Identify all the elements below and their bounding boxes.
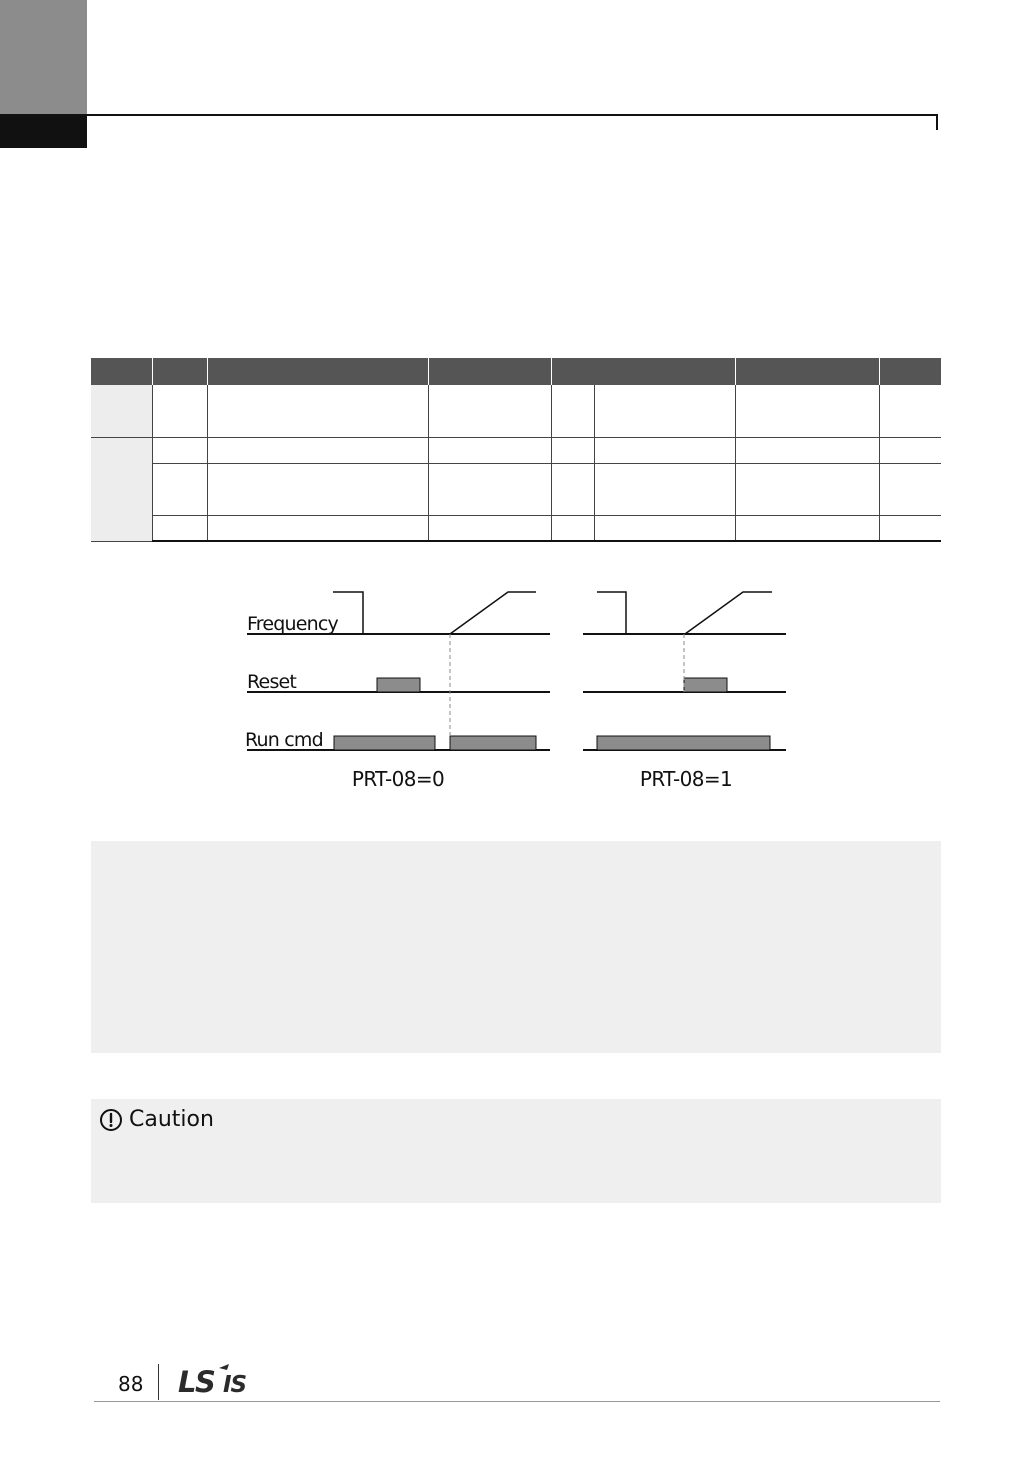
table-cell [879,463,941,515]
table-cell [207,515,428,541]
table-cell [428,515,551,541]
table-cell [594,515,735,541]
table-cell [594,437,735,463]
caution-box [91,1099,941,1203]
run-cmd-pulse-left-1 [334,736,435,750]
table-cell [428,463,551,515]
note-box [91,841,941,1053]
table-cell [735,385,879,437]
table-cell [551,385,594,437]
chapter-tab-marker [0,114,87,148]
header-rule-tick [936,114,938,130]
ls-is-logo [176,1362,262,1396]
table-header-cell [152,358,207,385]
frequency-label: Frequency [247,613,338,635]
header-rule [87,114,938,116]
table-cell [152,385,207,437]
table-cell [551,437,594,463]
caution-title: Caution [129,1107,214,1132]
table-cell [735,515,879,541]
table-group-cell [91,437,152,541]
table-row [91,385,941,437]
table-cell [207,437,428,463]
table-group-cell [91,385,152,437]
table-cell [735,437,879,463]
reset-pulse-left [377,678,420,692]
exclamation-circle-icon [99,1108,123,1132]
chapter-tab [0,0,87,114]
table-cell [428,437,551,463]
caution-heading [99,1107,214,1132]
footer-separator [158,1364,159,1400]
table-header-cell [879,358,941,385]
frequency-trace-ramp-left [450,592,536,634]
footer-rule [94,1401,940,1402]
timing-diagram [230,575,810,805]
table-header-row [91,358,941,385]
svg-text:IS: IS [223,1372,247,1396]
table-cell [879,515,941,541]
table-cell [879,437,941,463]
table-cell [594,463,735,515]
table-header-cell [551,358,735,385]
table-header-cell [428,358,551,385]
parameter-table [91,358,941,542]
table-row [91,437,941,463]
table-row [91,463,941,515]
table-row [91,515,941,541]
table-cell [735,463,879,515]
svg-text:LS: LS [178,1365,215,1396]
table-cell [428,385,551,437]
frequency-trace-ramp-right [685,592,772,634]
caption-prt08-1: PRT-08=1 [639,767,733,791]
frequency-trace-drop-right [597,592,626,634]
table-cell [551,515,594,541]
table-cell [152,463,207,515]
table-header-cell [735,358,879,385]
table-cell [594,385,735,437]
table-header-cell [91,358,152,385]
run-cmd-label: Run cmd [245,729,323,751]
table-cell [207,385,428,437]
reset-label: Reset [247,671,297,693]
run-cmd-pulse-right [597,736,770,750]
caption-prt08-0: PRT-08=0 [351,767,445,791]
table-cell [551,463,594,515]
table-cell [207,463,428,515]
table-cell [152,515,207,541]
table-cell [879,385,941,437]
page-number: 88 [118,1372,144,1396]
table-header-cell [207,358,428,385]
table-cell [152,437,207,463]
run-cmd-pulse-left-2 [450,736,536,750]
reset-pulse-right [684,678,727,692]
